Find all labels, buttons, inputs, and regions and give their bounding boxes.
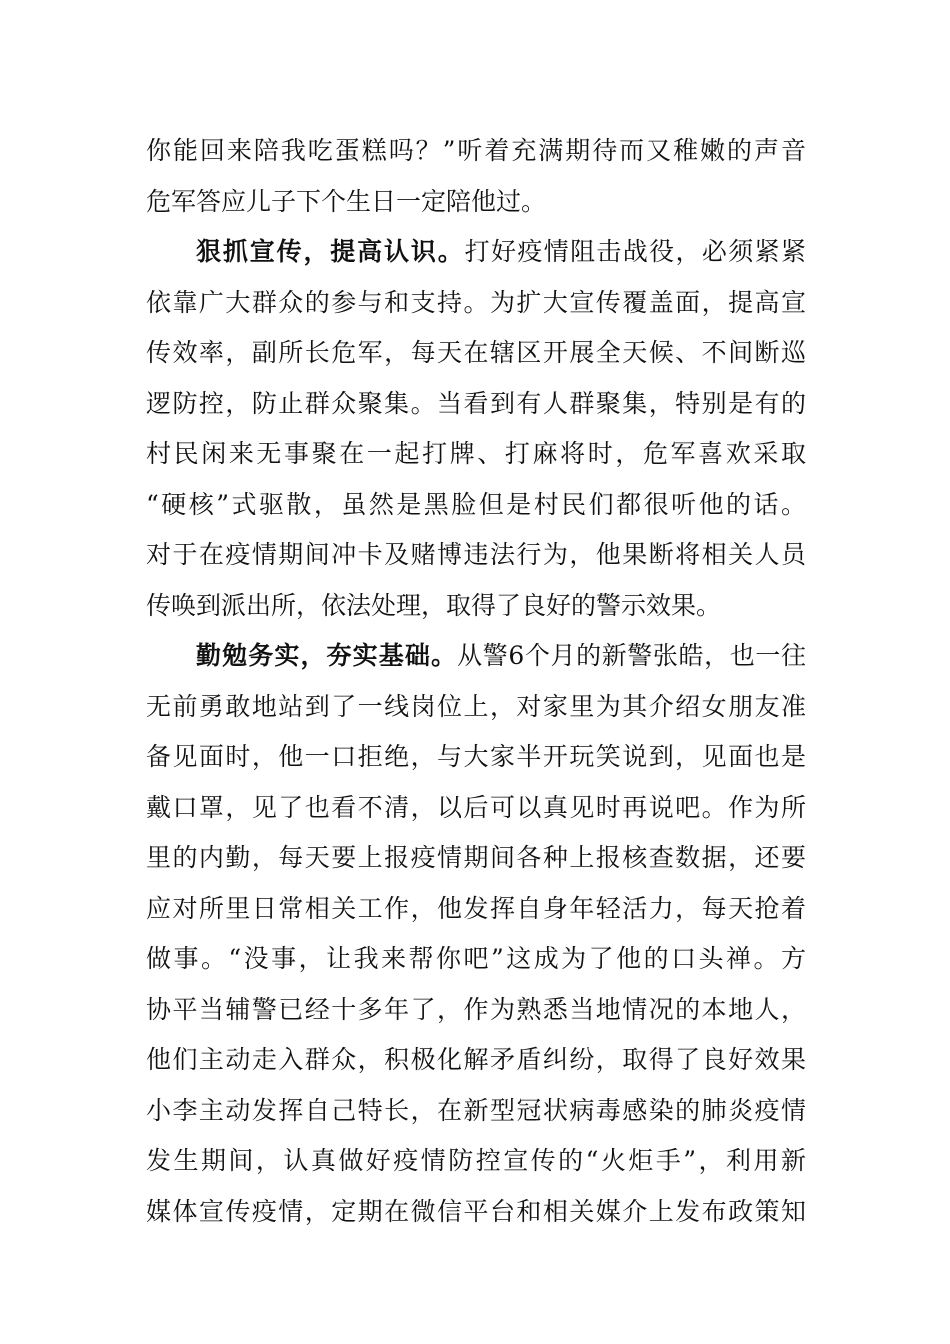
text-line: [146, 631, 806, 682]
text-line: 村民闲来无事聚在一起打牌、打麻将时，危军喜欢采取: [146, 439, 806, 468]
paragraph-1: [146, 126, 806, 227]
text-line-rest: 打好疫情阻击战役，必须紧紧: [464, 237, 806, 266]
text-line: 备见面时，他一口拒绝，与大家半开玩笑说到，见面也是: [146, 742, 806, 771]
text-line: 传效率，副所长危军，每天在辖区开展全天候、不间断巡: [146, 338, 806, 367]
text-line: [146, 227, 806, 278]
text-line: 戴口罩，见了也看不清，以后可以真见时再说吧。作为所: [146, 792, 806, 822]
paragraph-heading: 勤勉务实，夯实基础。: [196, 641, 458, 670]
text-line: 应对所里日常相关工作，他发挥自身年轻活力，每天抢着: [146, 893, 806, 923]
text-line: 发生期间，认真做好疫情防控宣传的“火炬手”，利用新: [146, 1146, 806, 1175]
text-line: 媒体宣传疫情，定期在微信平台和相关媒介上发布政策知: [146, 1196, 806, 1226]
paragraph-3: [146, 631, 806, 1237]
text-line: 里的内勤，每天要上报疫情期间各种上报核查数据，还要: [146, 843, 806, 872]
text-line: 危军答应儿子下个生日一定陪他过。: [146, 186, 547, 216]
text-line: 你能回来陪我吃蛋糕吗？”听着充满期待而又稚嫩的声音: [146, 136, 806, 165]
text-line: 做事。“没事，让我来帮你吧”这成为了他的口头禅。方: [146, 944, 806, 973]
text-line: 协平当辅警已经十多年了，作为熟悉当地情况的本地人，: [146, 994, 806, 1024]
text-line: “硬核”式驱散，虽然是黑脸但是村民们都很听他的话。: [146, 489, 806, 519]
text-line: 他们主动走入群众，积极化解矛盾纠纷，取得了良好效果: [146, 1045, 806, 1074]
paragraph-heading: 狠抓宣传，提高认识。: [196, 237, 465, 266]
document-body: [146, 126, 806, 1237]
text-line-rest: 从警6个月的新警张皓，也一往: [457, 641, 806, 670]
text-line: 小李主动发挥自己特长，在新型冠状病毒感染的肺炎疫情: [146, 1095, 806, 1125]
text-line: 无前勇敢地站到了一线岗位上，对家里为其介绍女朋友准: [146, 691, 806, 721]
text-line: 传唤到派出所，依法处理，取得了良好的警示效果。: [146, 590, 722, 620]
text-line: 逻防控，防止群众聚集。当看到有人群聚集，特别是有的: [146, 388, 806, 418]
paragraph-2: [146, 227, 806, 631]
text-line: 对于在疫情期间冲卡及赌博违法行为，他果断将相关人员: [146, 540, 806, 569]
text-line: 依靠广大群众的参与和支持。为扩大宣传覆盖面，提高宣: [146, 287, 806, 317]
